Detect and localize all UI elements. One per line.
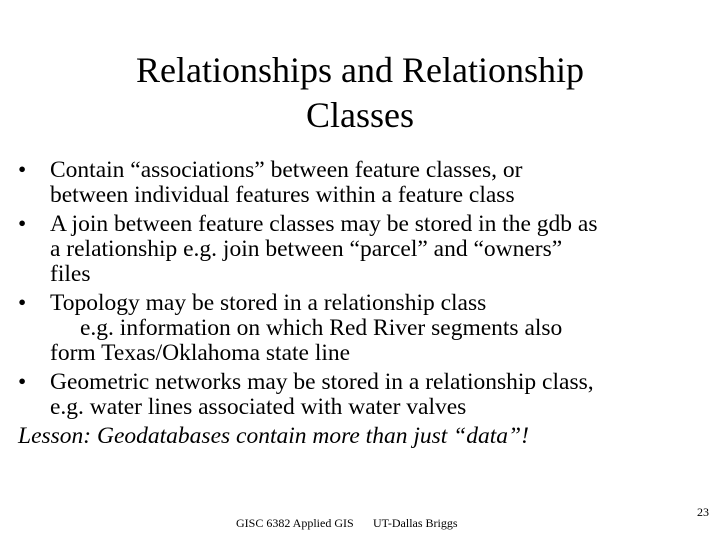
bullet-item [18, 291, 708, 366]
slide-body [18, 158, 708, 449]
footer-course: GISC 6382 Applied GIS [236, 516, 354, 530]
slide-title-line-2: Classes [306, 95, 414, 135]
bullet-text-line: Topology may be stored in a relationship class [50, 290, 487, 316]
bullet-text-line: a relationship e.g. join between “parcel” and “owners” [50, 236, 563, 262]
bullet-item [18, 370, 708, 420]
bullet-text-line: A join between feature classes may be stored in the gdb as [50, 211, 598, 237]
bullet-text-line: Geometric networks may be stored in a relationship class, [50, 369, 594, 395]
bullet-text-line: form Texas/Oklahoma state line [50, 340, 351, 366]
bullet-marker: • [18, 157, 27, 183]
bullet-marker: • [18, 211, 27, 237]
bullet-text-line: Contain “associations” between feature classes, or [50, 157, 523, 183]
slide-title-line-1: Relationships and Relationship [136, 50, 584, 90]
bullet-item [18, 158, 708, 208]
bullet-indented-line: e.g. information on which Red River segments also [80, 315, 563, 341]
page-number: 23 [697, 505, 709, 519]
slide-title [60, 48, 660, 138]
lesson-text: Lesson: Geodatabases contain more than just “data”! [18, 423, 529, 449]
bullet-text-line: between individual features within a feature class [50, 182, 515, 208]
footer-author: UT-Dallas Briggs [373, 516, 458, 530]
bullet-marker: • [18, 290, 27, 316]
bullet-marker: • [18, 369, 27, 395]
bullet-text-line: files [50, 261, 91, 287]
bullet-text-line: e.g. water lines associated with water valves [50, 394, 467, 420]
bullet-item [18, 212, 708, 287]
